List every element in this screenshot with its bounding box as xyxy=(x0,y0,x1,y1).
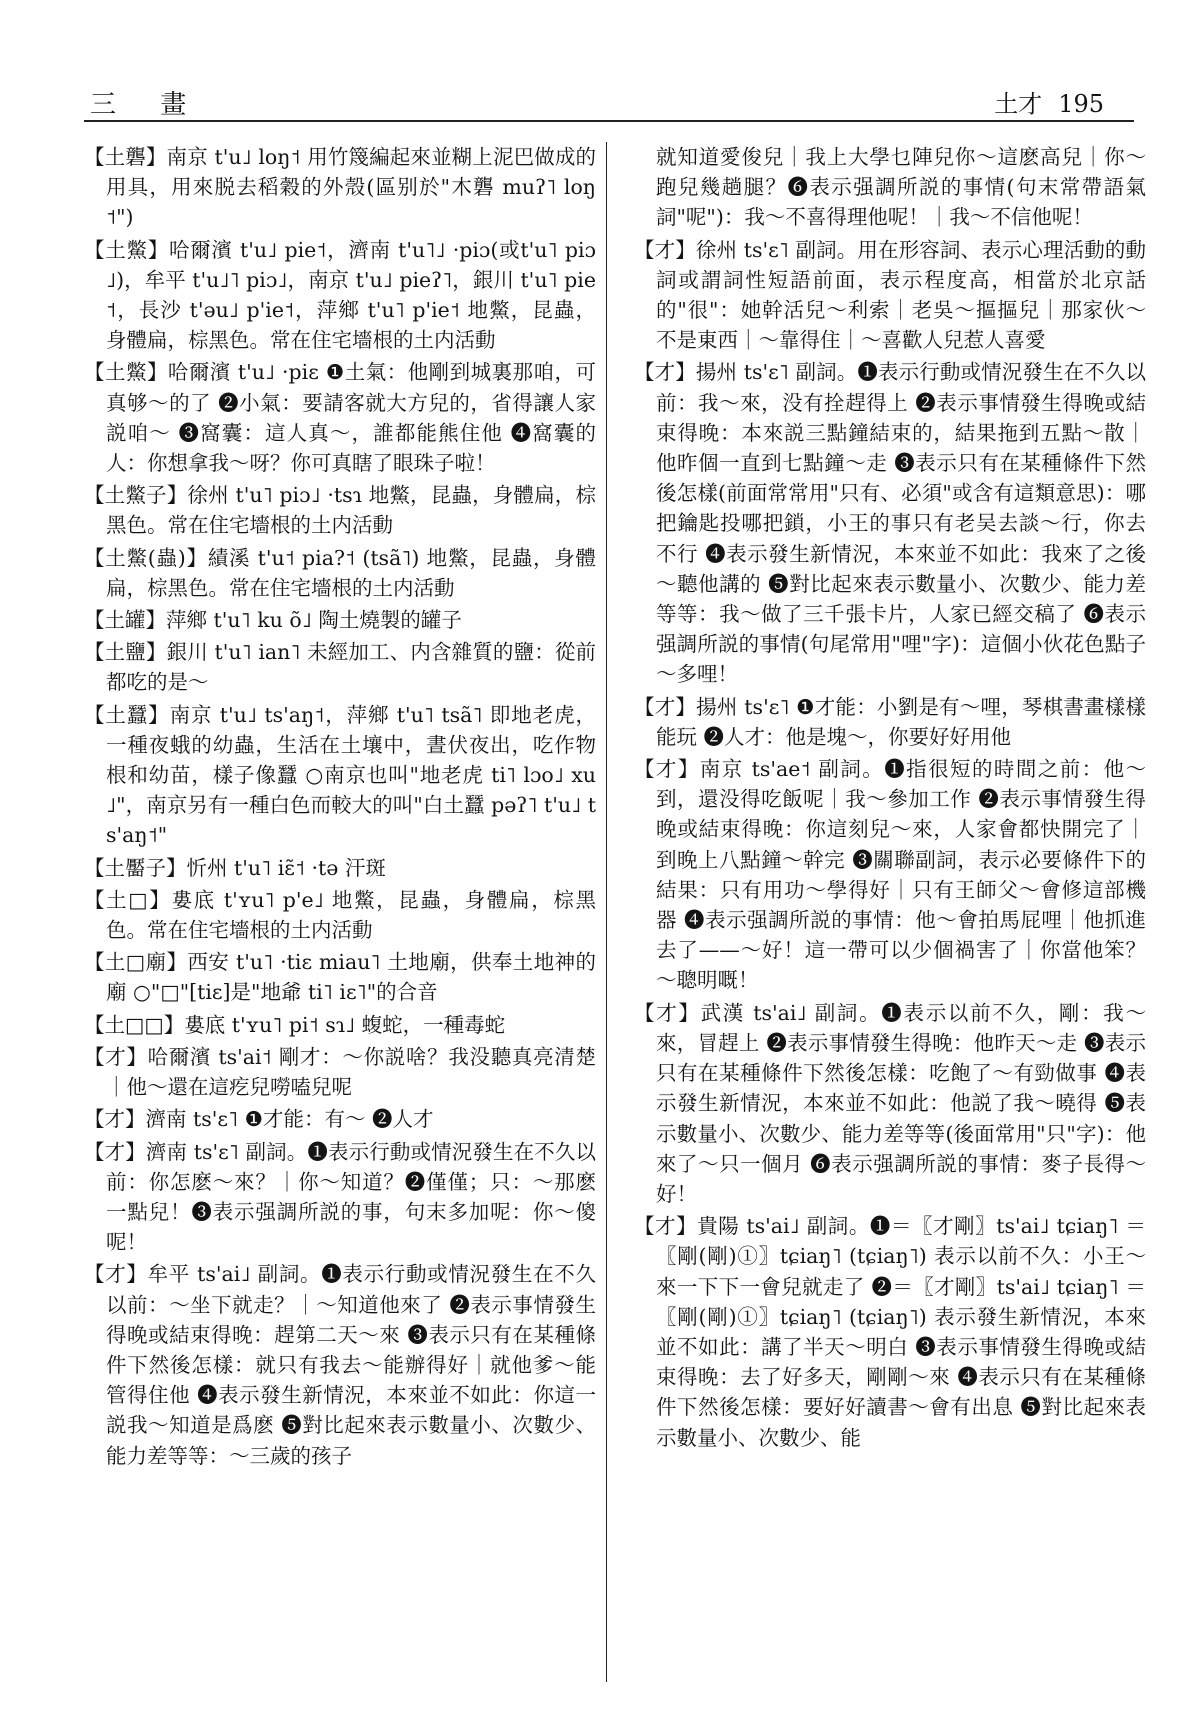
dictionary-entry: 【才】貴陽 ts'ai˩ 副詞。❶＝〖才剛〗ts'ai˩ tɕiaŋ˥ ＝〖剛(剛)①〗tɕiaŋ˥ (tɕiaŋ˥) 表示以前不久：小王～來一下下一會兒就走了 ❷＝〖才剛〗ts'ai˩ tɕiaŋ˥ ＝〖剛(剛)①〗tɕiaŋ˥ (tɕiaŋ˥) 表示發生新情況，本來並不如此：講了半天～明白 ❸表示事情發生得晚或結束得晚：去了好多天，剛剛～來 ❹表示只有在某種條件下然後怎樣：要好好讀書～會有出息 ❺對比起來表示數量小、次數少、能 xyxy=(634,1214,1146,1450)
dictionary-entry: 【才】徐州 ts'ɛ˥ 副詞。用在形容詞、表示心理活動的動詞或謂詞性短語前面，表示程度高，相當於北京話的"很"：她幹活兒～利索｜老吳～摳摳兒｜那家伙～不是東西｜～靠得住｜～喜歡人兒惹人喜愛 xyxy=(634,237,1146,353)
dictionary-entry: 【土鱉子】徐州 t'u˥ piɔ˩ ·tsɿ 地鱉，昆蟲，身體扁，棕黑色。常在住宅墻根的土内活動 xyxy=(84,483,596,538)
dictionary-entry: 【土罐】萍鄉 t'u˥ ku õ˩ 陶土燒製的罐子 xyxy=(84,608,462,633)
dictionary-entry: 【才】濟南 ts'ɛ˥ ❶才能：有～ ❷人才 xyxy=(84,1107,434,1132)
dictionary-entry: 【土鱉(蟲)】績溪 t'u˦ pia?˦ (tsã˥) 地鱉，昆蟲，身體扁，棕黑色。常在住宅墻根的土内活動 xyxy=(84,545,596,600)
dictionary-entry: 【才】牟平 ts'ai˩ 副詞。❶表示行動或情況發生在不久以前：～坐下就走？｜～知道他來了 ❷表示事情發生得晚或結束得晚：趕第二天～來 ❸表示只有在某種條件下然後怎樣：就只有我去～能辦得好｜就他爹～能管得住他 ❹表示發生新情況，本來並不如此：你這一説我～知道是爲麽 ❺對比起來表示數量小、次數少、能力差等等：～三歲的孩子 xyxy=(84,1262,596,1468)
dictionary-entry: 【才】哈爾濱 ts'ai˦ 剛才：～你説啥？我没聽真亮清楚｜他～還在這疙兒嘮嗑兒呢 xyxy=(84,1044,596,1100)
right-column xyxy=(634,142,1146,1455)
dictionary-entry: 【才】濟南 ts'ɛ˥ 副詞。❶表示行動或情況發生在不久以前：你怎麽～來？｜你～知道？❷僅僅；只：～那麽一點兒！❸表示强調所説的事，句末多加呢：你～傻呢！ xyxy=(84,1139,596,1255)
running-head xyxy=(994,84,1104,119)
dictionary-entry: 【才】揚州 ts'ɛ˥ 副詞。❶表示行動或情況發生在不久以前：我～來，没有拴趕得上 ❷表示事情發生得晚或結束得晚：本來説三點鐘結束的，結果拖到五點～散｜他昨個一直到七點鐘～走 ❸表示只有在某種條件下然後怎樣(前面常常用"只有、必須"或含有這類意思)：哪把鑰匙投哪把鎖，小王的事只有老吴去談～行，你去不行 ❹表示發生新情況，本來並不如此：我來了之後～聽他講的 ❺對比起來表示數量小、次數少、能力差等等：我～做了三千張卡片，人家已經交稿了 ❻表示强調所説的事情(句尾常用"哩"字)：這個小伙花色點子～多哩！ xyxy=(634,360,1146,687)
dictionary-entry: 【才】武漢 ts'ai˩ 副詞。❶表示以前不久，剛：我～來，冒趕上 ❷表示事情發生得晚：他昨天～走 ❸表示只有在某種條件下然後怎樣：吃飽了～有勁做事 ❹表示發生新情況，本來並不如此：他説了我～曉得 ❺表示數量小、次數少、能力差等等(後面常用"只"字)：他來了～只一個月 ❻表示强調所説的事情：麥子長得～好！ xyxy=(634,1000,1146,1206)
dictionary-entry: 【土靨子】忻州 t'u˥ iɛ̃˦ ·tə 汗斑 xyxy=(84,855,386,880)
column-divider xyxy=(606,142,607,1682)
dictionary-entry: 【土鹽】銀川 t'u˥ ian˥ 未經加工、内含雜質的鹽：從前都吃的是～ xyxy=(84,640,596,695)
dictionary-entry: 【土鱉】哈爾濱 t'u˩ ·piɛ ❶土氣：他剛到城裏那咱，可真够～的了 ❷小氣：要請客就大方兒的，省得讓人家説咱～ ❸窩囊：這人真～，誰都能熊住他 ❹窩囊的人：你想拿我～呀？你可真瞎了眼珠子啦！ xyxy=(84,360,596,476)
page-number: 195 xyxy=(1058,90,1104,118)
page-header xyxy=(84,80,1134,122)
dictionary-entry: 【土蠶】南京 t'u˩ ts'aŋ˦，萍鄉 t'u˥ tsã˥ 即地老虎，一種夜蛾的幼蟲，生活在土壤中，晝伏夜出，吃作物根和幼苗，樣子像蠶 ○南京也叫"地老虎 ti˥ lɔo˩ xu˩"，南京另有一種白色而較大的叫"白土蠶 pəʔ˥ t'u˩ ts'aŋ˦" xyxy=(84,702,596,848)
dictionary-entry: 【才】南京 ts'ae˦ 副詞。❶指很短的時間之前：他～到，還没得吃飯呢｜我～參加工作 ❷表示事情發生得晚或結束得晚：你這刻兒～來，人家會都快開完了｜到晚上八點鐘～幹完 ❸關聯副詞，表示必要條件下的結果：只有用功～學得好｜只有王師父～會修這部機器 ❹表示强調所説的事情：他～會拍馬屁哩｜他抓進去了——～好！這一帶可以少個禍害了｜你當他笨？～聰明嘅！ xyxy=(634,757,1146,993)
dictionary-entry: 【土□】婁底 t'ʏu˥ p'e˩ 地鱉，昆蟲，身體扁，棕黑色。常在住宅墻根的土内活動 xyxy=(84,887,596,943)
dictionary-entry: 【土鱉】哈爾濱 t'u˩ pie˦，濟南 t'u˥˩ ·piɔ(或t'u˥ piɔ˩)，牟平 t'u˩˥ piɔ˩，南京 t'u˩ pieʔ˥，銀川 t'u˥ pie˦，長沙 t'əu˩ p'ie˦，萍鄉 t'u˥ p'ie˦ 地鱉，昆蟲，身體扁，棕黑色。常在住宅墻根的土内活動 xyxy=(84,237,596,353)
dictionary-entry-continued: 就知道愛俊兒｜我上大學乜陣兒你～這麽高兒｜你～跑兒幾趟腿？❻表示强調所説的事情(句末常帶語氣詞"呢")：我～不喜得理他呢！｜我～不信他呢！ xyxy=(656,145,1146,230)
dictionary-entry: 【土□□】婁底 t'ʏu˥ pi˦ sɿ˩ 蝮蛇，一種毒蛇 xyxy=(84,1012,506,1037)
dictionary-entry: 【才】揚州 ts'ɛ˥ ❶才能：小劉是有～哩，琴棋書畫樣樣能玩 ❷人才：他是塊～，你要好好用他 xyxy=(634,694,1146,749)
dictionary-entry: 【土□廟】西安 t'u˥ ·tiɛ miau˥ 土地廟，供奉土地神的廟 ○"□"[tiɛ]是"地爺 ti˥ iɛ˥"的合音 xyxy=(84,950,596,1005)
section-title: 三 畫 xyxy=(90,90,205,120)
dictionary-entry: 【土礱】南京 t'u˩ loŋ˦ 用竹篾編起來並糊上泥巴做成的用具，用來脱去稻穀的外殼(區别於"木礱 muʔ˥ loŋ˦") xyxy=(84,145,596,230)
header-keyword: 土才 xyxy=(994,90,1043,118)
left-column xyxy=(84,142,596,1473)
